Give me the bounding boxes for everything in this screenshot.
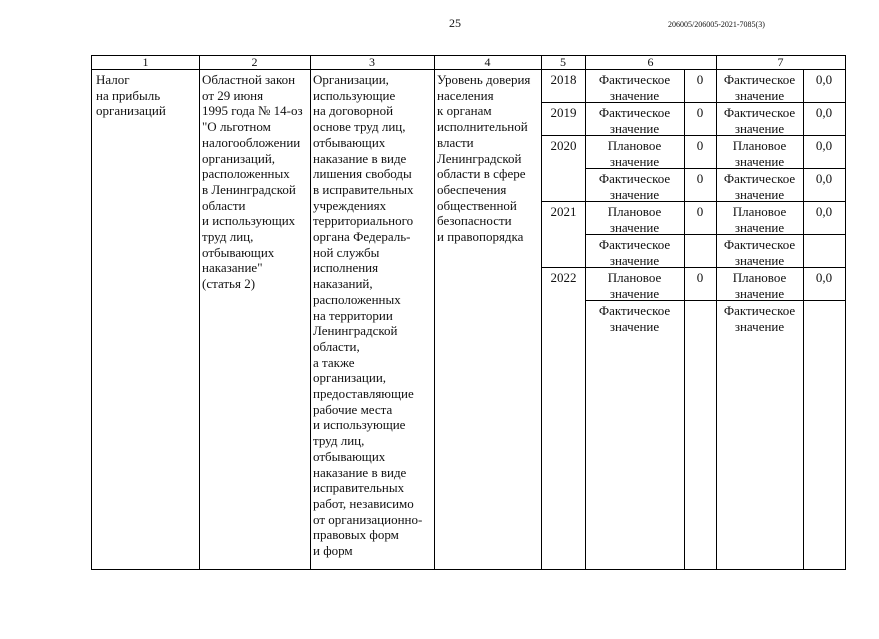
col7-value: 0,0 — [815, 171, 833, 186]
col7-label: Фактическое значение — [723, 237, 796, 268]
col7-label: Фактическое значение — [723, 303, 796, 334]
col7-label: Фактическое значение — [723, 105, 796, 136]
col7-value: 0,0 — [815, 105, 833, 120]
col6-label: Фактическое значение — [598, 72, 671, 103]
col6-value: 0 — [696, 138, 704, 153]
col6-value: 0 — [696, 270, 704, 285]
year-cell: 2020 — [550, 138, 577, 153]
col7-label: Плановое значение — [732, 204, 787, 235]
col6-value: 0 — [696, 105, 704, 120]
column-divider — [434, 56, 435, 569]
law-cell: Областной закон от 29 июня 1995 года № 14-оз "О льготном налогообложении организаций, расположенных в Ленинградской области и использующих труд лиц, отбывающих наказание" (статья 2) — [202, 72, 303, 292]
col7-label: Фактическое значение — [723, 72, 796, 103]
year-cell: 2019 — [550, 105, 577, 120]
header-col-5: 5 — [560, 55, 566, 69]
header-col-6: 6 — [647, 55, 654, 69]
year-cell: 2021 — [550, 204, 577, 219]
col6-label: Плановое значение — [607, 138, 662, 169]
tax-name-cell: Налог на прибыль организаций — [96, 72, 166, 119]
col7-value: 0,0 — [815, 72, 833, 87]
col6-label: Фактическое значение — [598, 303, 671, 334]
col6-label: Фактическое значение — [598, 237, 671, 268]
year-cell: 2022 — [550, 270, 577, 285]
col6-label: Плановое значение — [607, 204, 662, 235]
col7-value: 0,0 — [815, 204, 833, 219]
indicator-cell: Уровень доверия населения к органам исполнительной власти Ленинградской области в сфере обеспечения общественной безопасности и правопорядка — [437, 72, 531, 245]
col6-value: 0 — [696, 72, 704, 87]
col6-value: 0 — [696, 171, 704, 186]
col7-value: 0,0 — [815, 270, 833, 285]
col7-label: Плановое значение — [732, 138, 787, 169]
header-divider — [92, 69, 845, 70]
col7-label: Плановое значение — [732, 270, 787, 301]
page-number: 25 — [449, 16, 461, 30]
header-col-3: 3 — [369, 55, 375, 69]
header-col-1: 1 — [142, 55, 149, 69]
year-cell: 2018 — [550, 72, 577, 87]
col6-label: Фактическое значение — [598, 171, 671, 202]
col7-label: Фактическое значение — [723, 171, 796, 202]
column-divider — [541, 56, 542, 569]
col6-label: Фактическое значение — [598, 105, 671, 136]
column-divider — [310, 56, 311, 569]
beneficiaries-cell: Организации, использующие на договорной основе труд лиц, отбывающих наказание в виде лишения свободы в исправительных учреждениях территориального органа Федераль- ной службы исполнения наказаний, расположенных на территории Ленинградской области, а также организации, предоставляющие рабочие места и использующие труд лиц, отбывающих наказание в виде исправительных работ, независимо от организационно- правовых форм и форм — [313, 72, 423, 559]
col6-value: 0 — [696, 204, 704, 219]
col7-value: 0,0 — [815, 138, 833, 153]
data-table — [91, 55, 846, 570]
col6-label: Плановое значение — [607, 270, 662, 301]
column-divider — [199, 56, 200, 569]
header-col-7: 7 — [777, 55, 784, 69]
header-col-2: 2 — [251, 55, 258, 69]
header-col-4: 4 — [484, 55, 491, 69]
document-code: 206005/206005-2021-7085(3) — [668, 20, 765, 29]
